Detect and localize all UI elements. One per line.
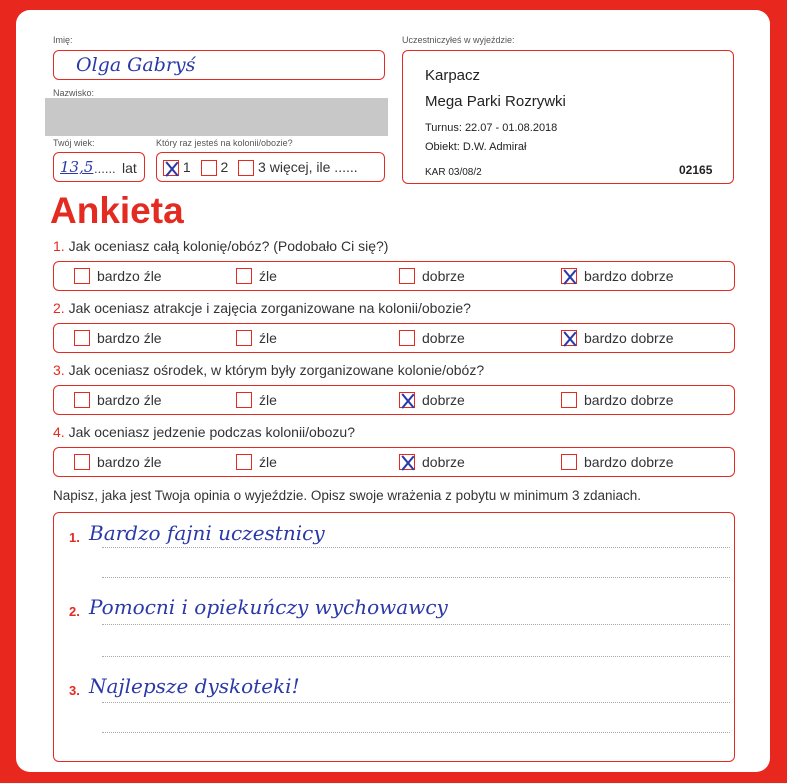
- q2-option-zle[interactable]: źle: [236, 330, 277, 346]
- checkbox-checked[interactable]: [561, 268, 577, 284]
- ktory-raz-field: [156, 152, 385, 182]
- q4-option-dobrze[interactable]: dobrze: [399, 454, 465, 470]
- opinion-line-1-text: Bardzo fajni uczestnicy: [89, 521, 325, 545]
- opinion-line-1-number: 1.: [69, 530, 80, 545]
- opinion-prompt: Napisz, jaka jest Twoja opinia o wyjeździe. Opisz swoje wrażenia z pobytu w minimum 3 zdaniach.: [53, 488, 642, 503]
- writing-line: [102, 577, 730, 578]
- writing-line: [102, 547, 730, 548]
- trip-obiekt: Obiekt: D.W. Admirał: [425, 141, 527, 153]
- uczestnik-label: Uczestniczyłeś w wyjeździe:: [402, 35, 515, 45]
- trip-city: Karpacz: [425, 67, 481, 84]
- q1-option-bardzo-zle[interactable]: bardzo źle: [74, 268, 162, 284]
- q3-option-dobrze[interactable]: dobrze: [399, 392, 465, 408]
- writing-line: [102, 702, 730, 703]
- opcja-3-label: 3 więcej, ile ......: [258, 159, 358, 175]
- question-1: 1. Jak oceniasz całą kolonię/obóz? (Podobało Ci się?): [53, 238, 389, 254]
- q3-option-bardzo-dobrze[interactable]: bardzo dobrze: [561, 392, 674, 408]
- opinion-line-3-number: 3.: [69, 683, 80, 698]
- checkbox-checked[interactable]: [561, 330, 577, 346]
- wiek-field[interactable]: [53, 152, 145, 182]
- checkbox[interactable]: [74, 330, 90, 346]
- nazwisko-redacted: [45, 98, 388, 136]
- checkbox-checked[interactable]: [399, 392, 415, 408]
- q1-option-zle[interactable]: źle: [236, 268, 277, 284]
- q2-option-dobrze[interactable]: dobrze: [399, 330, 465, 346]
- q4-option-bardzo-dobrze[interactable]: bardzo dobrze: [561, 454, 674, 470]
- checkbox[interactable]: [236, 454, 252, 470]
- answers-4: [53, 447, 735, 477]
- wiek-label: Twój wiek:: [53, 138, 95, 148]
- checkbox-checked[interactable]: [399, 454, 415, 470]
- checkbox[interactable]: [236, 268, 252, 284]
- opinion-line-2-number: 2.: [69, 604, 80, 619]
- checkbox[interactable]: [399, 268, 415, 284]
- trip-code: KAR 03/08/2: [425, 167, 482, 178]
- q1-option-bardzo-dobrze[interactable]: bardzo dobrze: [561, 268, 674, 284]
- writing-line: [102, 732, 730, 733]
- checkbox[interactable]: [561, 392, 577, 408]
- checkbox[interactable]: [236, 392, 252, 408]
- nazwisko-label: Nazwisko:: [53, 88, 95, 98]
- opcja-3-checkbox[interactable]: [238, 160, 254, 176]
- q3-option-bardzo-zle[interactable]: bardzo źle: [74, 392, 162, 408]
- opinion-box[interactable]: [53, 512, 735, 762]
- question-4: 4. Jak oceniasz jedzenie podczas kolonii/obozu?: [53, 424, 355, 440]
- q2-option-bardzo-zle[interactable]: bardzo źle: [74, 330, 162, 346]
- q4-option-zle[interactable]: źle: [236, 454, 277, 470]
- checkbox[interactable]: [74, 392, 90, 408]
- opcja-1-label: 1: [182, 159, 191, 175]
- imie-value: Olga Gabryś: [76, 54, 196, 76]
- writing-line: [102, 624, 730, 625]
- page-title: Ankieta: [50, 190, 184, 231]
- answers-1: [53, 261, 735, 291]
- q1-option-dobrze[interactable]: dobrze: [399, 268, 465, 284]
- question-3: 3. Jak oceniasz ośrodek, w którym były zorganizowane kolonie/obóz?: [53, 362, 485, 378]
- question-2: 2. Jak oceniasz atrakcje i zajęcia zorganizowane na kolonii/obozie?: [53, 300, 471, 316]
- opcja-1-checkbox[interactable]: [163, 160, 179, 176]
- trip-name: Mega Parki Rozrywki: [425, 93, 566, 110]
- q4-option-bardzo-zle[interactable]: bardzo źle: [74, 454, 162, 470]
- trip-turnus: Turnus: 22.07 - 01.08.2018: [425, 122, 558, 134]
- checkbox[interactable]: [74, 454, 90, 470]
- opinion-line-2-text: Pomocni i opiekuńczy wychowawcy: [89, 595, 448, 619]
- imie-label: Imię:: [53, 35, 73, 45]
- checkbox[interactable]: [74, 268, 90, 284]
- ktory-raz-label: Który raz jesteś na kolonii/obozie?: [156, 138, 293, 148]
- wiek-dots: ......: [94, 161, 116, 176]
- opcja-2-label: 2: [220, 159, 229, 175]
- imie-field[interactable]: [53, 50, 385, 80]
- survey-sheet: [16, 10, 770, 772]
- checkbox[interactable]: [236, 330, 252, 346]
- trip-info-box: [402, 50, 734, 184]
- checkbox[interactable]: [399, 330, 415, 346]
- wiek-value: 13,5: [60, 158, 94, 176]
- q2-option-bardzo-dobrze[interactable]: bardzo dobrze: [561, 330, 674, 346]
- q3-option-zle[interactable]: źle: [236, 392, 277, 408]
- checkbox[interactable]: [561, 454, 577, 470]
- answers-3: [53, 385, 735, 415]
- opinion-line-3-text: Najlepsze dyskoteki!: [89, 674, 300, 698]
- answers-2: [53, 323, 735, 353]
- wiek-unit: lat: [122, 160, 137, 176]
- trip-number: 02165: [679, 163, 713, 177]
- writing-line: [102, 656, 730, 657]
- opcja-2-checkbox[interactable]: [201, 160, 217, 176]
